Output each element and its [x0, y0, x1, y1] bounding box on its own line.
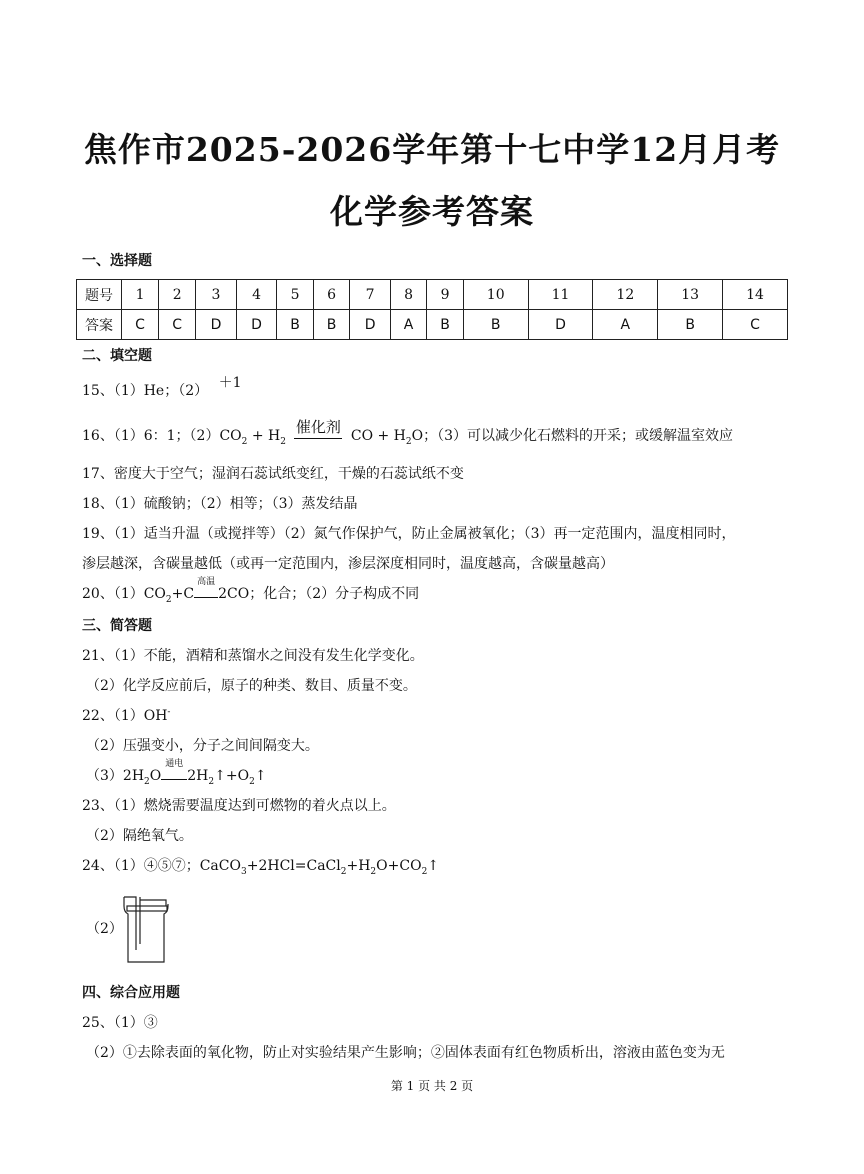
answer-label: 答案 — [77, 310, 122, 340]
question-number-cell: 1 — [122, 280, 159, 310]
q15-valence: ＋1 — [218, 375, 242, 391]
answer-cell: B — [313, 310, 350, 340]
q17: 17、密度大于空气；湿润石蕊试纸变红，干燥的石蕊试纸不变 — [82, 466, 464, 482]
header-label: 题号 — [77, 280, 122, 310]
q22-charge: - — [167, 707, 171, 718]
catalyst-label: 催化剂 — [295, 418, 341, 436]
answer-cell: B — [427, 310, 464, 340]
exam-title: 焦作市2025-2026学年第十七中学12月月考 — [83, 130, 781, 169]
answer-table — [76, 279, 788, 340]
q20-text-a: 20、（1）CO — [82, 586, 166, 602]
q20-text-d: 2CO；化合；（2）分子构成不同 — [218, 586, 420, 602]
question-number-row — [77, 280, 788, 310]
q24-sub-1: 3 — [240, 866, 247, 877]
reaction-arrow-line — [194, 591, 218, 598]
q22-eq-a: （3）2H — [86, 768, 145, 784]
q25-line2: （2）①去除表面的氧化物，防止对实验结果产生影响；②固体表面有红色物质析出，溶液由蓝色变为无 — [86, 1045, 725, 1061]
question-number-cell: 14 — [723, 280, 788, 310]
question-number-cell: 6 — [313, 280, 350, 310]
section-short-answer: 三、简答题 — [82, 618, 152, 634]
q21-line1: 21、（1）不能，酒精和蒸馏水之间没有发生化学变化。 — [82, 648, 424, 664]
q22-line2: （2）压强变小，分子之间间隔变大。 — [86, 738, 319, 754]
question-number-cell: 3 — [196, 280, 237, 310]
q22-eq-c: O — [149, 768, 162, 784]
electrolysis-label: 通电 — [165, 759, 184, 769]
answer-cell: D — [528, 310, 593, 340]
answer-title: 化学参考答案 — [330, 192, 534, 231]
q16 — [82, 418, 734, 447]
q22-sub-3: 2 — [249, 776, 255, 787]
question-number-cell: 9 — [427, 280, 464, 310]
q22-sub-1: 2 — [144, 776, 150, 787]
q19-line2: 渗层越深，含碳量越低（或再一定范围内，渗层深度相同时，温度越高，含碳量越高） — [82, 556, 614, 572]
q20-sub: 2 — [165, 594, 172, 605]
section-fill: 二、填空题 — [82, 348, 152, 364]
q22-eq-f: ↑+O — [214, 768, 250, 784]
q22-sub-2: 2 — [208, 776, 215, 787]
q15 — [82, 375, 242, 400]
answer-cell: C — [122, 310, 159, 340]
answer-cell: D — [196, 310, 237, 340]
q16-sub-1: 2 — [241, 436, 248, 447]
reaction-arrow-line — [161, 773, 187, 780]
q21-line2: （2）化学反应前后，原子的种类、数目、质量不变。 — [86, 678, 417, 694]
q22-eq-d: 2H — [187, 768, 209, 784]
q22-eq-h: ↑ — [254, 768, 267, 784]
q24-text-a: 24、（1）④⑤⑦；CaCO — [82, 858, 241, 874]
answer-cell: C — [723, 310, 788, 340]
q15-text: 15、（1）He；（2） — [82, 383, 209, 399]
question-number-cell: 2 — [159, 280, 196, 310]
answer-cell: B — [463, 310, 528, 340]
q16-sub-2: 2 — [280, 436, 286, 447]
q25-line1: 25、（1）③ — [82, 1015, 158, 1031]
question-number-cell: 11 — [528, 280, 593, 310]
q24-text-e: +H — [346, 858, 371, 874]
answer-cell: D — [350, 310, 391, 340]
answer-cell: B — [277, 310, 314, 340]
page-footer: 第 1 页 共 2 页 — [390, 1079, 474, 1093]
electrolysis-condition — [161, 759, 187, 784]
q22-line1 — [82, 705, 170, 725]
q24-text-g: O+CO — [376, 858, 422, 874]
answer-cell: A — [593, 310, 658, 340]
question-number-cell: 4 — [236, 280, 277, 310]
q24-sub-2: 2 — [340, 866, 347, 877]
reaction-arrow-line — [294, 438, 342, 439]
answer-cell: C — [159, 310, 196, 340]
q18: 18、（1）硫酸钠；（2）相等；（3）蒸发结晶 — [82, 496, 358, 512]
q20-text-c: +C — [171, 586, 195, 602]
question-number-cell: 8 — [390, 280, 426, 310]
q19-line1: 19、（1）适当升温（或搅拌等）（2）氮气作保护气，防止金属被氧化；（3）再一定范围内，温度相同时， — [82, 526, 736, 542]
question-number-cell: 5 — [277, 280, 314, 310]
q24-line2: （2） — [86, 921, 123, 937]
q24-sub-4: 2 — [421, 866, 428, 877]
q22-line3 — [86, 759, 267, 787]
q24-sub-3: 2 — [370, 866, 377, 877]
q24-text-i: ↑ — [427, 858, 440, 874]
q16-sub-3: 2 — [405, 436, 412, 447]
answer-cell: D — [236, 310, 277, 340]
q16-text-e: CO + H — [346, 428, 406, 444]
q24-text-c: +2HCl=CaCl — [246, 858, 341, 874]
answer-row — [77, 310, 788, 340]
answer-cell: B — [658, 310, 723, 340]
answer-cell: A — [390, 310, 426, 340]
q16-text-a: 16、（1）6：1；（2）CO — [82, 428, 242, 444]
section-choice: 一、选择题 — [82, 253, 152, 269]
question-number-cell: 10 — [463, 280, 528, 310]
gas-collection-bottle-icon — [118, 894, 170, 966]
question-number-cell: 12 — [593, 280, 658, 310]
q16-text-g: O；（3）可以减少化石燃料的开采；或缓解温室效应 — [411, 428, 734, 444]
q20 — [82, 577, 420, 605]
catalyst-condition — [294, 418, 342, 443]
high-temp-condition — [194, 577, 218, 602]
section-comprehensive: 四、综合应用题 — [82, 985, 180, 1001]
question-number-cell: 13 — [658, 280, 723, 310]
high-temp-label: 高温 — [197, 577, 216, 587]
q24-line1 — [82, 855, 439, 877]
q23-line1: 23、（1）燃烧需要温度达到可燃物的着火点以上。 — [82, 798, 396, 814]
q23-line2: （2）隔绝氧气。 — [86, 828, 193, 844]
q22-text: 22、（1）OH — [82, 708, 168, 724]
question-number-cell: 7 — [350, 280, 391, 310]
q16-text-c: + H — [247, 428, 281, 444]
